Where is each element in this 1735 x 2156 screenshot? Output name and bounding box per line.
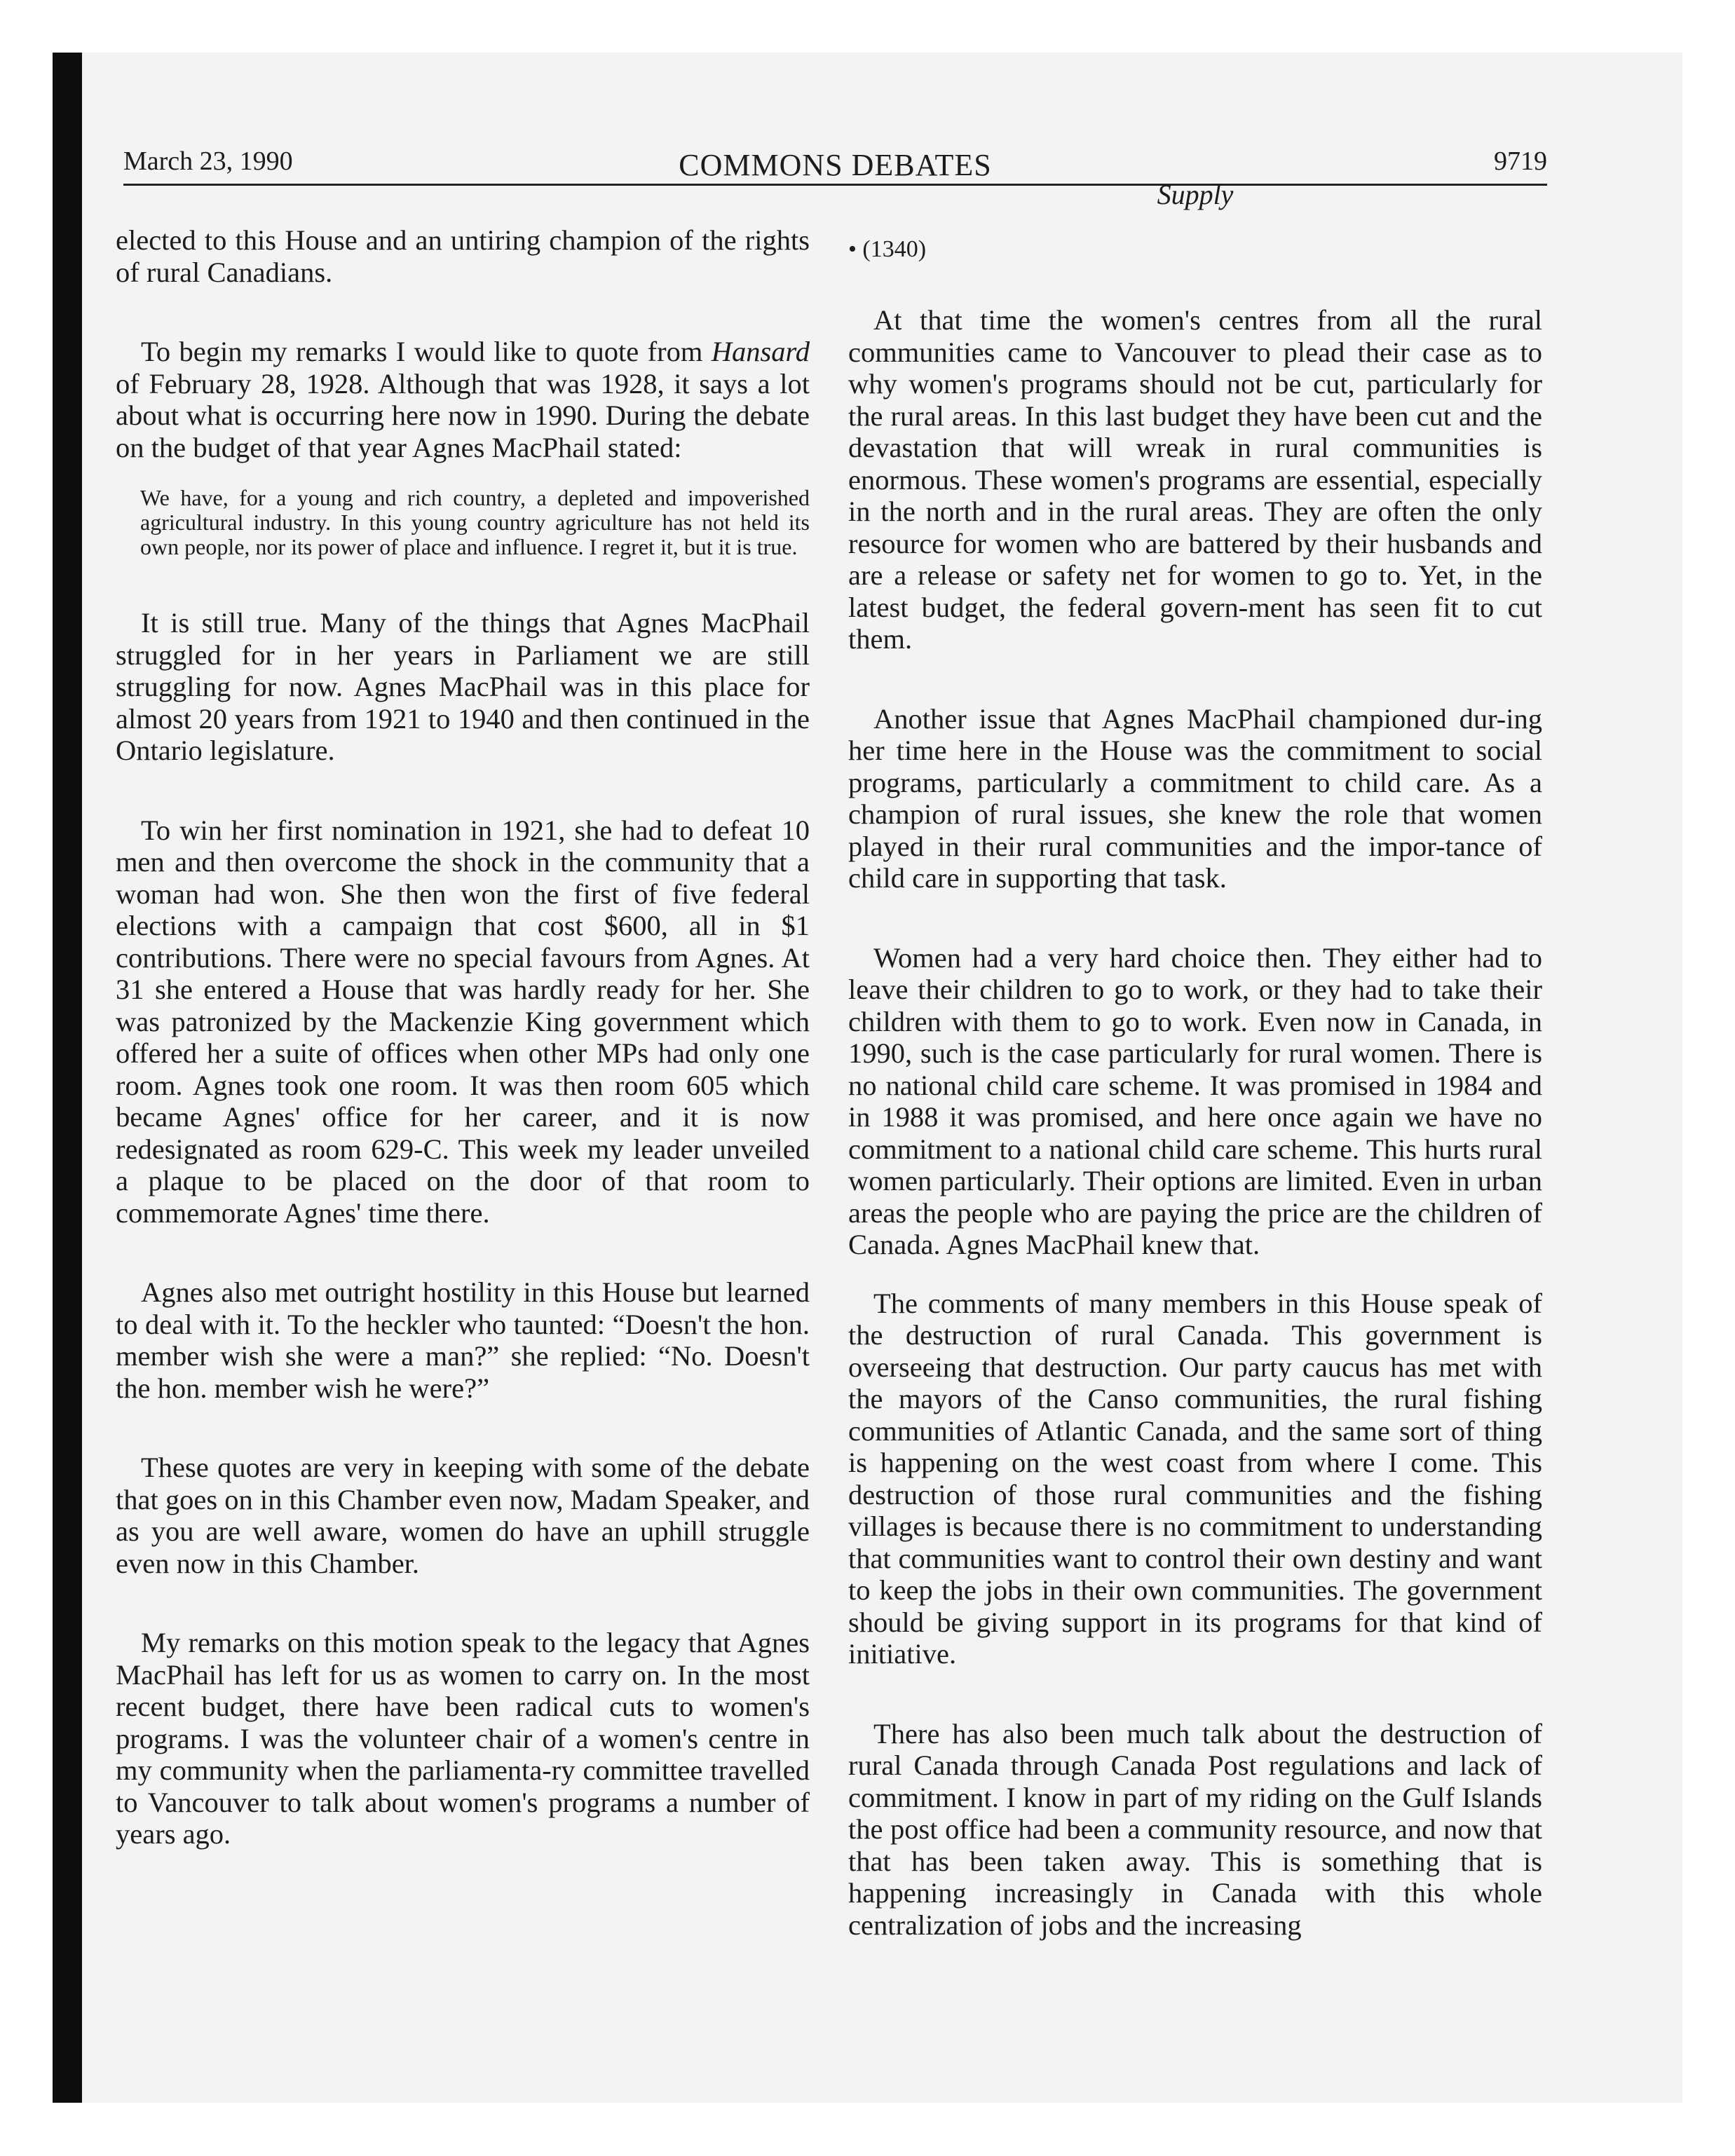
binding-edge <box>53 53 82 2103</box>
time-marker: • (1340) <box>848 236 927 262</box>
paragraph: It is still true. Many of the things that Agnes MacPhail struggled for in her years in Parliament we are still struggling for now. Agnes MacPhail was in this place for almost 20 years from 1921 to 1940 and then continued in the Ontario legislature. <box>116 607 810 766</box>
paragraph: To win her first nomination in 1921, she had to defeat 10 men and then overcome the shock in the community that a woman had won. She then won the first of five federal elections with a campaign that cost $600, all in $1 contributions. There were no special favours from Agnes. At 31 she entered a House that was hardly ready for her. She was patronized by the Mackenzie King government which offered her a suite of offices when other MPs had only one room. Agnes took one room. It was then room 605 which became Agnes' office for her career, and it is now redesignated as room 629-C. This week my leader unveiled a plaque to be placed on the door of that room to commemorate Agnes' time there. <box>116 814 810 1229</box>
paragraph: The comments of many members in this House speak of the destruction of rural Canada. This government is overseeing that destruction. Our party caucus has met with the mayors of the Canso communities, the rural fishing communities of Atlantic Canada, and the same sort of thing is happening on the west coast from where I come. This destruction of those rural communities and the fishing villages is because there is no commitment to understanding that communities want to control their own destiny and want to keep the jobs in their own communities. The government should be giving support in its programs for that kind of initiative. <box>848 1287 1542 1670</box>
paragraph: Agnes also met outright hostility in this House but learned to deal with it. To the heckler who taunted: “Doesn't the hon. member wish she were a man?” she replied: “No. Doesn't the hon. member wish he were?” <box>116 1276 810 1404</box>
section-title: Supply <box>1157 179 1234 210</box>
paragraph <box>116 336 810 463</box>
paragraph: These quotes are very in keeping with some of the debate that goes on in this Chamber even now, Madam Speaker, and as you are well aware, women do have an uphill struggle even now in this Chamber. <box>116 1452 810 1579</box>
right-column <box>848 179 1542 1941</box>
block-quote: We have, for a young and rich country, a depleted and impoverished agricultural industry. In this young country agriculture has not held its own people, nor its power of place and influence. I regret it, but it is true. <box>140 485 810 559</box>
header-date: March 23, 1990 <box>123 146 293 176</box>
page-header <box>123 98 1547 182</box>
paragraph-text: To begin my remarks I would like to quote from <box>141 336 703 367</box>
hansard-reference: Hansard <box>711 336 810 367</box>
paragraph: Women had a very hard choice then. They either had to leave their children to go to work, or they had to take their children with them to go to work. Even now in Canada, in 1990, such is the case particularly for rural women. There is no national child care scheme. It was promised in 1984 and in 1988 it was promised, and here once again we have no commitment to a national child care scheme. This hurts rural women particularly. Their options are limited. Even in urban areas the people who are paying the price are the children of Canada. Agnes MacPhail knew that. <box>848 941 1542 1260</box>
paragraph: elected to this House and an untiring champion of the rights of rural Canadians. <box>116 224 810 288</box>
paragraph: At that time the women's centres from all the rural communities came to Vancouver to plead their case as to why women's programs should not be cut, particularly for the rural areas. In this last budget they have been cut and the devastation that will wreak in rural communities is enormous. These women's programs are essential, especially in the north and in the rural areas. They are often the only resource for women who are battered by their husbands and are a release or safety net for women to go to. Yet, in the latest budget, the federal govern-ment has seen fit to cut them. <box>848 304 1542 655</box>
header-page-number: 9719 <box>1494 146 1547 176</box>
paragraph: There has also been much talk about the destruction of rural Canada through Canada Post regulations and lack of commitment. I know in part of my riding on the Gulf Islands the post office had been a community resource, and now that that has been taken away. This is something that is happening increasingly in Canada with this whole centralization of jobs and the increasing <box>848 1717 1542 1941</box>
paragraph: My remarks on this motion speak to the legacy that Agnes MacPhail has left for us as women to carry on. In the most recent budget, there have been radical cuts to women's programs. I was the volunteer chair of a women's centre in my community when the parliamenta-ry committee travelled to Vancouver to talk about women's programs a number of years ago. <box>116 1627 810 1850</box>
paragraph-text: of February 28, 1928. Although that was 1928, it says a lot about what is occurring here now in 1990. During the debate on the budget of that year Agnes MacPhail stated: <box>116 367 810 463</box>
paragraph: Another issue that Agnes MacPhail championed dur-ing her time here in the House was the commitment to social programs, particularly a commitment to child care. As a champion of rural issues, she knew the role that women played in their rural communities and the impor-tance of child care in supporting that task. <box>848 702 1542 894</box>
left-column <box>116 224 810 1850</box>
header-title: COMMONS DEBATES <box>679 148 992 182</box>
